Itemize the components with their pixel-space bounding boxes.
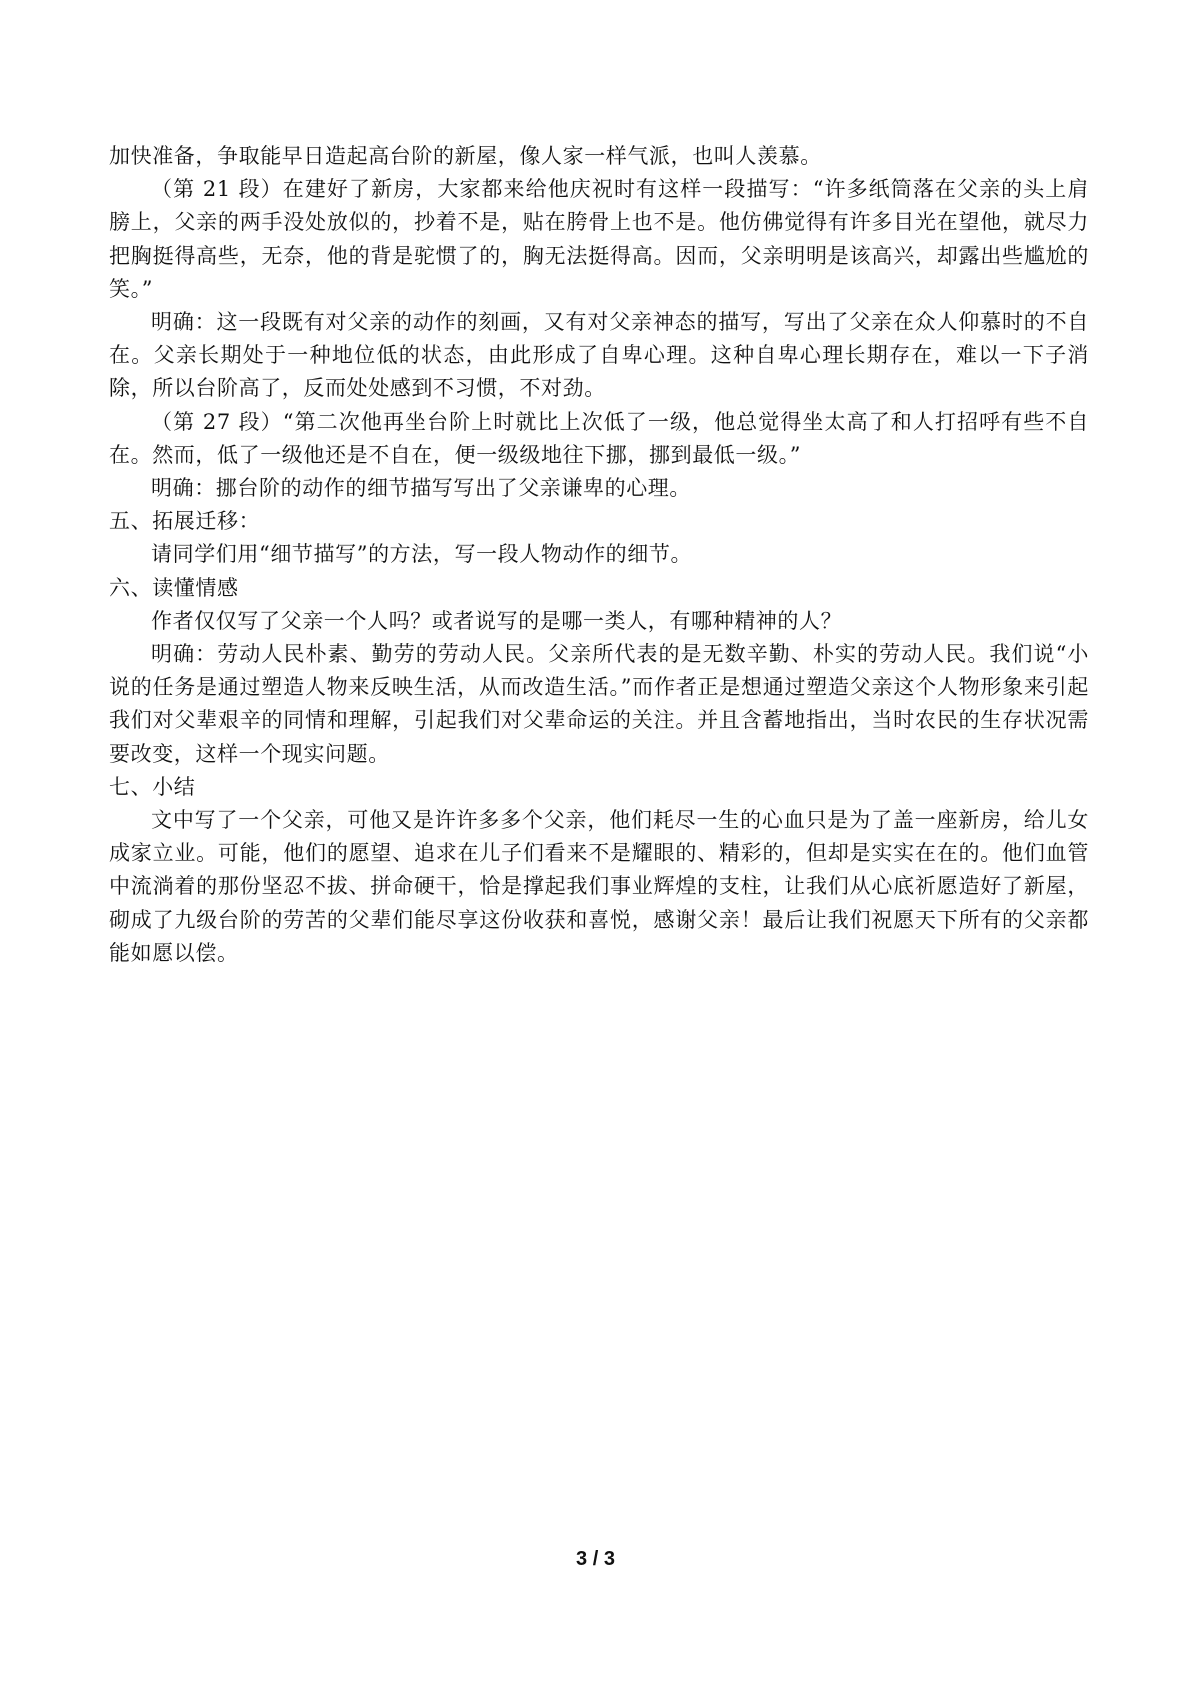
heading-understanding-emotion: 六、读懂情感 bbox=[109, 575, 239, 600]
page-number: 3 / 3 bbox=[576, 1548, 615, 1570]
paragraph-clarification-2: 明确：挪台阶的动作的细节描写写出了父亲谦卑的心理。 bbox=[151, 476, 691, 501]
paragraph-continuation: 加快准备，争取能早日造起高台阶的新屋，像人家一样气派，也叫人羡慕。 bbox=[109, 144, 822, 168]
document-body bbox=[109, 140, 1089, 970]
paragraph-section-21-quote: （第 21 段）在建好了新房，大家都来给他庆祝时有这样一段描写：“许多纸筒落在父亲的头上肩膀上，父亲的两手没处放似的，抄着不是，贴在胯骨上也不是。他仿佛觉得有许多目光在望他，就尽力把胸挺得高些，无奈，他的背是驼惯了的，胸无法挺得高。因而，父亲明明是该高兴，却露出些尴尬的笑。” bbox=[109, 177, 1089, 301]
paragraph-section-27-quote: （第 27 段）“第二次他再坐台阶上时就比上次低了一级，他总觉得坐太高了和人打招呼有些不自在。然而，低了一级他还是不自在，便一级级地往下挪，挪到最低一级。” bbox=[109, 409, 1089, 467]
paragraph-question: 作者仅仅写了父亲一个人吗？或者说写的是哪一类人，有哪种精神的人？ bbox=[151, 608, 843, 633]
heading-extension-transfer: 五、拓展迁移： bbox=[109, 509, 261, 534]
paragraph-clarification-3: 明确：劳动人民朴素、勤劳的劳动人民。父亲所代表的是无数辛勤、朴实的劳动人民。我们说“小说的任务是通过塑造人物来反映生活，从而改造生活。”而作者正是想通过塑造父亲这个人物形象来引起我们对父辈艰辛的同情和理解，引起我们对父辈命运的关注。并且含蓄地指出，当时农民的生存状况需要改变，这样一个现实问题。 bbox=[109, 642, 1089, 766]
paragraph-exercise: 请同学们用“细节描写”的方法，写一段人物动作的细节。 bbox=[151, 542, 693, 567]
paragraph-summary: 文中写了一个父亲，可他又是许许多多个父亲，他们耗尽一生的心血只是为了盖一座新房，给儿女成家立业。可能，他们的愿望、追求在儿子们看来不是耀眼的、精彩的，但却是实实在在的。他们血管中流淌着的那份坚忍不拔、拼命硬干，恰是撑起我们事业辉煌的支柱，让我们从心底祈愿造好了新屋，砌成了九级台阶的劳苦的父辈们能尽享这份收获和喜悦，感谢父亲！最后让我们祝愿天下所有的父亲都能如愿以偿。 bbox=[109, 808, 1089, 965]
paragraph-clarification-1: 明确：这一段既有对父亲的动作的刻画，又有对父亲神态的描写，写出了父亲在众人仰慕时的不自在。父亲长期处于一种地位低的状态，由此形成了自卑心理。这种自卑心理长期存在，难以一下子消除，所以台阶高了，反而处处感到不习惯，不对劲。 bbox=[109, 310, 1089, 401]
heading-summary: 七、小结 bbox=[109, 774, 196, 799]
